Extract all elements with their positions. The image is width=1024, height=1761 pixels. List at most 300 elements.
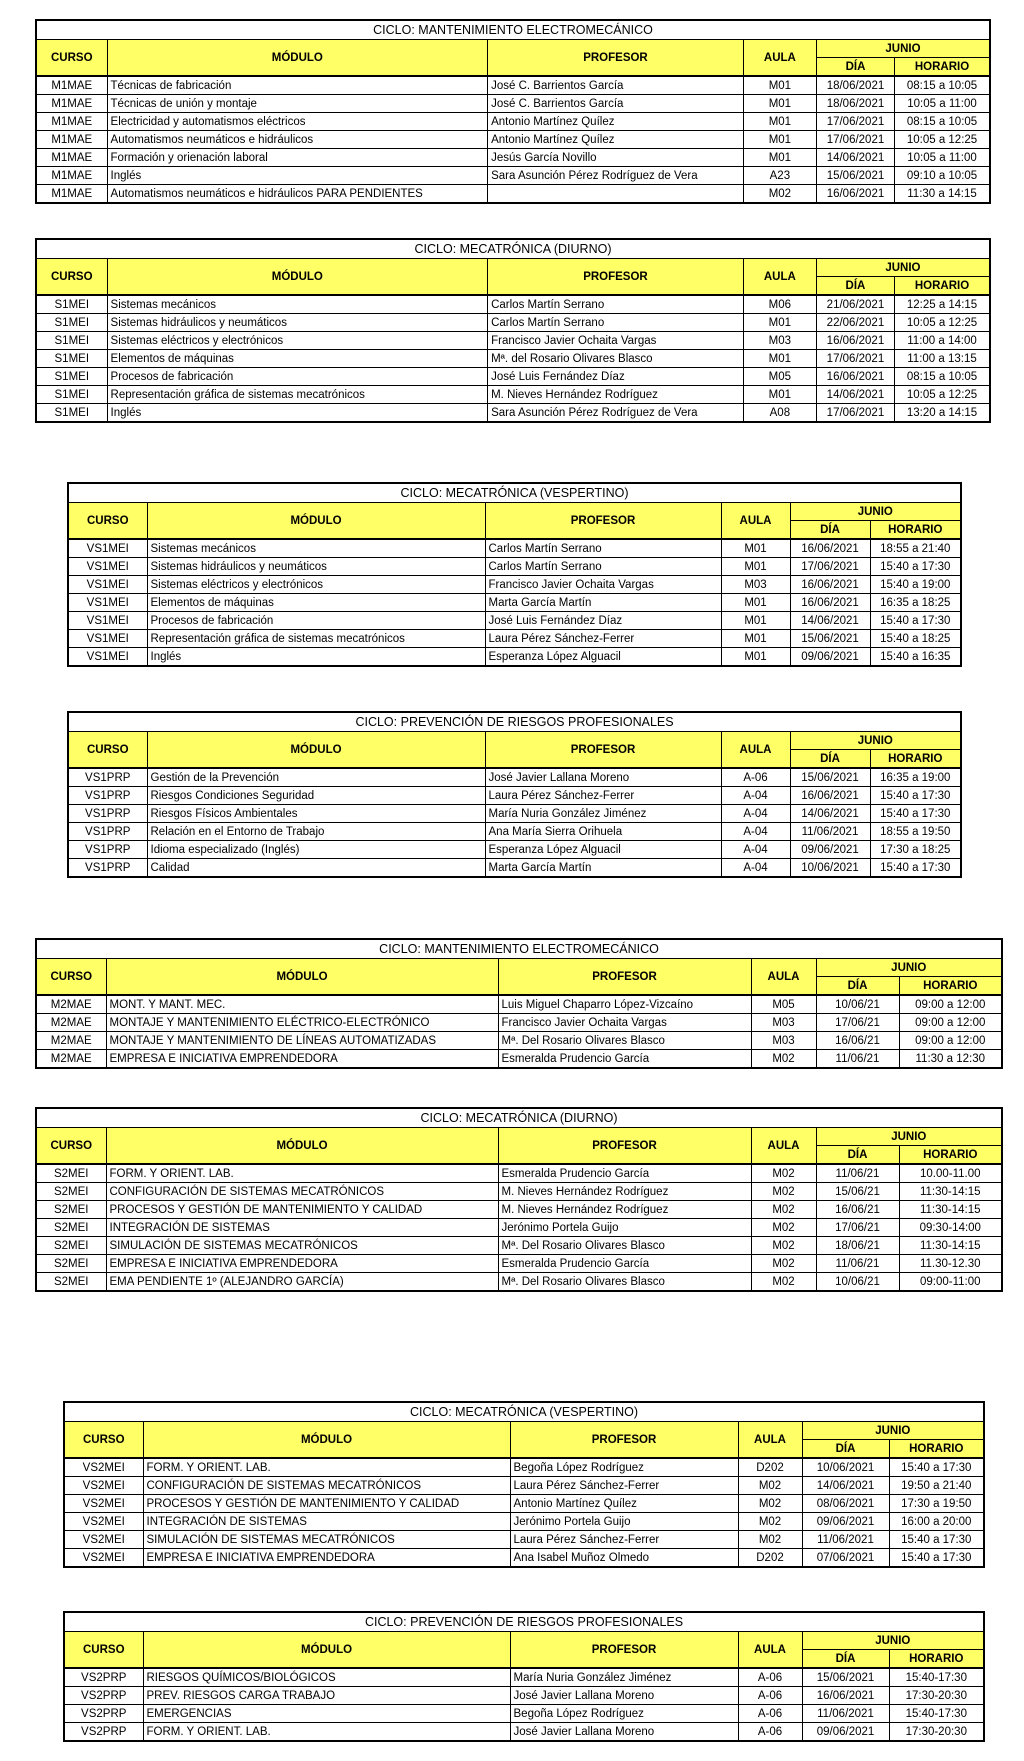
cell-modulo: Formación y orienación laboral: [107, 149, 488, 167]
col-profesor: PROFESOR: [510, 1422, 738, 1459]
cell-aula: A-04: [721, 805, 790, 823]
cell-horario: 09:00 a 12:00: [899, 1014, 1002, 1032]
cell-dia: 10/06/21: [816, 995, 899, 1014]
cell-horario: 10:05 a 12:25: [895, 131, 990, 149]
cell-dia: 21/06/2021: [816, 295, 894, 314]
table-row: [68, 768, 961, 787]
cell-modulo: Inglés: [107, 404, 488, 423]
col-curso: CURSO: [68, 503, 147, 540]
col-horario: HORARIO: [889, 1440, 984, 1459]
cell-profesor: María Nuria González Jiménez: [485, 805, 721, 823]
cell-dia: 10/06/21: [816, 1273, 899, 1292]
cell-curso: M1MAE: [36, 131, 107, 149]
cell-aula: A-06: [738, 1705, 802, 1723]
cell-horario: 18:55 a 19:50: [870, 823, 961, 841]
cell-horario: 11.30-12.30: [899, 1255, 1002, 1273]
cell-profesor: Esmeralda Prudencio García: [498, 1050, 751, 1069]
cell-profesor: Carlos Martín Serrano: [488, 314, 744, 332]
cell-horario: 10:05 a 11:00: [895, 149, 990, 167]
cell-profesor: José Luis Fernández Díaz: [485, 612, 721, 630]
table-row: [36, 1237, 1002, 1255]
col-dia: DÍA: [802, 1440, 889, 1459]
cell-profesor: Sara Asunción Pérez Rodríguez de Vera: [488, 404, 744, 423]
cell-modulo: MONTAJE Y MANTENIMIENTO DE LÍNEAS AUTOMATIZADAS: [106, 1032, 498, 1050]
cell-aula: D202: [738, 1458, 802, 1477]
cell-profesor: Laura Pérez Sánchez-Ferrer: [485, 787, 721, 805]
cell-modulo: Inglés: [107, 167, 488, 185]
cell-dia: 17/06/2021: [816, 350, 894, 368]
cell-profesor: Mª. del Rosario Olivares Blasco: [488, 350, 744, 368]
table-row: [36, 185, 990, 204]
cell-horario: 15:40 a 17:30: [870, 859, 961, 878]
col-curso: CURSO: [36, 259, 107, 296]
cell-dia: 14/06/2021: [790, 805, 870, 823]
cell-modulo: FORM. Y ORIENT. LAB.: [143, 1458, 510, 1477]
cell-horario: 11:00 a 13:15: [895, 350, 990, 368]
cell-profesor: José C. Barrientos García: [488, 95, 744, 113]
cell-modulo: Inglés: [147, 648, 485, 667]
col-horario: HORARIO: [899, 1146, 1002, 1165]
cell-dia: 16/06/2021: [790, 787, 870, 805]
cell-curso: VS2MEI: [64, 1458, 143, 1477]
table-row: [68, 648, 961, 667]
schedule-table: [63, 1611, 983, 1742]
table-row: [36, 1219, 1002, 1237]
table-row: [36, 149, 990, 167]
cell-dia: 15/06/2021: [802, 1668, 889, 1687]
cell-horario: 15:40 a 17:30: [889, 1531, 984, 1549]
schedule-table: [35, 238, 991, 423]
table-row: [68, 630, 961, 648]
cell-aula: M06: [743, 295, 816, 314]
cell-modulo: SIMULACIÓN DE SISTEMAS MECATRÓNICOS: [106, 1237, 498, 1255]
cell-horario: 15:40-17:30: [889, 1668, 984, 1687]
cell-aula: M03: [743, 332, 816, 350]
cell-profesor: Begoña López Rodríguez: [510, 1458, 738, 1477]
cell-profesor: Antonio Martínez Quílez: [510, 1495, 738, 1513]
cell-aula: M02: [751, 1237, 816, 1255]
cell-dia: 18/06/2021: [816, 76, 894, 95]
cell-horario: 15:40 a 17:30: [870, 558, 961, 576]
col-month: JUNIO: [816, 1128, 1002, 1146]
table-row: [36, 368, 990, 386]
cell-aula: A08: [743, 404, 816, 423]
col-modulo: MÓDULO: [147, 732, 485, 769]
cell-horario: 15:40 a 17:30: [870, 787, 961, 805]
cell-profesor: Begoña López Rodríguez: [510, 1705, 738, 1723]
cell-profesor: Esmeralda Prudencio García: [498, 1164, 751, 1183]
cell-dia: 10/06/2021: [802, 1458, 889, 1477]
table-row: [36, 404, 990, 423]
cell-modulo: CONFIGURACIÓN DE SISTEMAS MECATRÓNICOS: [106, 1183, 498, 1201]
table-row: [36, 76, 990, 95]
cell-curso: VS2PRP: [64, 1687, 143, 1705]
cell-curso: S1MEI: [36, 386, 107, 404]
cell-profesor: Francisco Javier Ochaita Vargas: [498, 1014, 751, 1032]
cell-horario: 15:40 a 17:30: [870, 805, 961, 823]
col-month: JUNIO: [802, 1632, 984, 1650]
col-dia: DÍA: [790, 750, 870, 769]
cell-modulo: Automatismos neumáticos e hidráulicos PARA PENDIENTES: [107, 185, 488, 204]
cell-dia: 09/06/2021: [802, 1723, 889, 1742]
cell-modulo: EMPRESA E INICIATIVA EMPRENDEDORA: [106, 1255, 498, 1273]
cell-dia: 10/06/2021: [790, 859, 870, 878]
col-modulo: MÓDULO: [107, 40, 488, 77]
col-dia: DÍA: [790, 521, 870, 540]
cell-dia: 15/06/2021: [816, 167, 894, 185]
cell-aula: A-06: [721, 768, 790, 787]
cell-profesor: Carlos Martín Serrano: [488, 295, 744, 314]
cell-curso: M1MAE: [36, 76, 107, 95]
cell-modulo: Elementos de máquinas: [147, 594, 485, 612]
cell-horario: 16:00 a 20:00: [889, 1513, 984, 1531]
table-row: [36, 1183, 1002, 1201]
cell-curso: M1MAE: [36, 149, 107, 167]
col-dia: DÍA: [816, 1146, 899, 1165]
col-dia: DÍA: [802, 1650, 889, 1669]
cell-modulo: INTEGRACIÓN DE SISTEMAS: [143, 1513, 510, 1531]
cell-horario: 09:00 a 12:00: [899, 995, 1002, 1014]
cell-horario: 09:00-11:00: [899, 1273, 1002, 1292]
col-modulo: MÓDULO: [143, 1632, 510, 1669]
cell-modulo: Sistemas eléctricos y electrónicos: [147, 576, 485, 594]
cell-dia: 08/06/2021: [802, 1495, 889, 1513]
table-row: [36, 295, 990, 314]
cell-dia: 17/06/2021: [816, 131, 894, 149]
cell-profesor: Mª. Del Rosario Olivares Blasco: [498, 1273, 751, 1292]
cell-modulo: EMA PENDIENTE 1º (ALEJANDRO GARCÍA): [106, 1273, 498, 1292]
cell-dia: 11/06/21: [816, 1050, 899, 1069]
cell-modulo: Representación gráfica de sistemas mecatrónicos: [107, 386, 488, 404]
cell-modulo: SIMULACIÓN DE SISTEMAS MECATRÓNICOS: [143, 1531, 510, 1549]
col-horario: HORARIO: [895, 58, 990, 77]
cell-dia: 16/06/2021: [790, 539, 870, 558]
cell-modulo: Riesgos Condiciones Seguridad: [147, 787, 485, 805]
cell-aula: M02: [738, 1477, 802, 1495]
cell-horario: 09:00 a 12:00: [899, 1032, 1002, 1050]
cell-aula: M02: [738, 1495, 802, 1513]
table-row: [68, 823, 961, 841]
cell-profesor: [488, 185, 744, 204]
cell-dia: 14/06/2021: [816, 149, 894, 167]
cell-curso: M2MAE: [36, 995, 106, 1014]
col-curso: CURSO: [68, 732, 147, 769]
cell-aula: M01: [743, 314, 816, 332]
cell-aula: M01: [721, 539, 790, 558]
col-month: JUNIO: [790, 503, 961, 521]
col-month: JUNIO: [816, 259, 990, 277]
cell-modulo: Sistemas eléctricos y electrónicos: [107, 332, 488, 350]
col-horario: HORARIO: [889, 1650, 984, 1669]
table-row: [36, 113, 990, 131]
schedule-table: [63, 1401, 983, 1568]
cell-aula: A-04: [721, 859, 790, 878]
cell-horario: 17:30-20:30: [889, 1723, 984, 1742]
table-row: [64, 1458, 984, 1477]
cell-dia: 17/06/21: [816, 1014, 899, 1032]
cell-dia: 09/06/2021: [790, 648, 870, 667]
cell-profesor: Mª. Del Rosario Olivares Blasco: [498, 1032, 751, 1050]
cell-horario: 11:30 a 14:15: [895, 185, 990, 204]
table-title: CICLO: PREVENCIÓN DE RIESGOS PROFESIONALES: [64, 1612, 984, 1632]
schedule-table: [35, 1107, 1001, 1292]
table-title: CICLO: MECATRÓNICA (VESPERTINO): [64, 1402, 984, 1422]
table-row: [64, 1723, 984, 1742]
table-body: [36, 995, 1002, 1068]
cell-aula: M02: [751, 1219, 816, 1237]
col-modulo: MÓDULO: [106, 959, 498, 996]
cell-profesor: Laura Pérez Sánchez-Ferrer: [485, 630, 721, 648]
schedule-table: [67, 482, 960, 667]
cell-aula: M01: [721, 594, 790, 612]
cell-curso: VS2MEI: [64, 1531, 143, 1549]
cell-horario: 17:30 a 18:25: [870, 841, 961, 859]
cell-profesor: Marta García Martín: [485, 594, 721, 612]
col-profesor: PROFESOR: [485, 503, 721, 540]
cell-horario: 15:40 a 17:30: [889, 1549, 984, 1568]
cell-horario: 11:00 a 14:00: [895, 332, 990, 350]
cell-curso: S2MEI: [36, 1237, 106, 1255]
cell-modulo: Elementos de máquinas: [107, 350, 488, 368]
cell-curso: M2MAE: [36, 1050, 106, 1069]
cell-aula: M02: [751, 1273, 816, 1292]
table-row: [36, 1050, 1002, 1069]
cell-aula: M01: [743, 76, 816, 95]
table-row: [68, 539, 961, 558]
cell-profesor: Laura Pérez Sánchez-Ferrer: [510, 1531, 738, 1549]
cell-modulo: CONFIGURACIÓN DE SISTEMAS MECATRÓNICOS: [143, 1477, 510, 1495]
cell-dia: 16/06/2021: [816, 368, 894, 386]
cell-modulo: INTEGRACIÓN DE SISTEMAS: [106, 1219, 498, 1237]
cell-modulo: EMPRESA E INICIATIVA EMPRENDEDORA: [106, 1050, 498, 1069]
cell-aula: M01: [721, 630, 790, 648]
table-body: [68, 768, 961, 877]
table-row: [36, 995, 1002, 1014]
cell-modulo: Idioma especializado (Inglés): [147, 841, 485, 859]
cell-dia: 09/06/2021: [802, 1513, 889, 1531]
cell-aula: M03: [751, 1032, 816, 1050]
cell-horario: 10:05 a 12:25: [895, 314, 990, 332]
cell-dia: 16/06/2021: [802, 1687, 889, 1705]
cell-profesor: Antonio Martínez Quílez: [488, 113, 744, 131]
cell-modulo: PREV. RIESGOS CARGA TRABAJO: [143, 1687, 510, 1705]
table-body: [36, 295, 990, 422]
cell-curso: VS2PRP: [64, 1668, 143, 1687]
cell-curso: S2MEI: [36, 1183, 106, 1201]
cell-curso: M2MAE: [36, 1032, 106, 1050]
cell-dia: 18/06/2021: [816, 95, 894, 113]
table-row: [68, 841, 961, 859]
cell-curso: VS1MEI: [68, 648, 147, 667]
table-row: [68, 594, 961, 612]
cell-dia: 11/06/21: [816, 1164, 899, 1183]
cell-dia: 17/06/2021: [790, 558, 870, 576]
table-row: [36, 1032, 1002, 1050]
col-profesor: PROFESOR: [498, 1128, 751, 1165]
cell-curso: S1MEI: [36, 368, 107, 386]
cell-aula: A-04: [721, 787, 790, 805]
cell-aula: M05: [743, 368, 816, 386]
cell-profesor: M. Nieves Hernández Rodríguez: [488, 386, 744, 404]
table-body: [36, 76, 990, 203]
cell-profesor: José Javier Lallana Moreno: [510, 1723, 738, 1742]
cell-aula: A23: [743, 167, 816, 185]
table-row: [36, 1164, 1002, 1183]
col-aula: AULA: [743, 259, 816, 296]
cell-horario: 13:20 a 14:15: [895, 404, 990, 423]
cell-profesor: M. Nieves Hernández Rodríguez: [498, 1201, 751, 1219]
cell-horario: 11:30-14:15: [899, 1201, 1002, 1219]
cell-horario: 08:15 a 10:05: [895, 113, 990, 131]
table-body: [64, 1668, 984, 1741]
cell-modulo: PROCESOS Y GESTIÓN DE MANTENIMIENTO Y CALIDAD: [106, 1201, 498, 1219]
cell-horario: 09:30-14:00: [899, 1219, 1002, 1237]
col-aula: AULA: [738, 1422, 802, 1459]
cell-curso: VS1MEI: [68, 558, 147, 576]
cell-dia: 11/06/2021: [802, 1531, 889, 1549]
cell-aula: M01: [721, 648, 790, 667]
cell-horario: 15:40 a 17:30: [870, 612, 961, 630]
cell-modulo: EMERGENCIAS: [143, 1705, 510, 1723]
cell-dia: 16/06/2021: [816, 185, 894, 204]
col-curso: CURSO: [36, 959, 106, 996]
col-profesor: PROFESOR: [488, 40, 744, 77]
cell-aula: M01: [743, 350, 816, 368]
table-row: [36, 1201, 1002, 1219]
table-title: CICLO: MECATRÓNICA (DIURNO): [36, 1108, 1002, 1128]
cell-profesor: Carlos Martín Serrano: [485, 539, 721, 558]
table-row: [64, 1668, 984, 1687]
cell-aula: M02: [751, 1164, 816, 1183]
col-curso: CURSO: [36, 40, 107, 77]
col-modulo: MÓDULO: [107, 259, 488, 296]
cell-aula: A-06: [738, 1723, 802, 1742]
cell-aula: M02: [751, 1201, 816, 1219]
cell-modulo: Gestión de la Prevención: [147, 768, 485, 787]
table-row: [68, 576, 961, 594]
cell-aula: M02: [751, 1183, 816, 1201]
cell-curso: M1MAE: [36, 113, 107, 131]
cell-dia: 17/06/2021: [816, 113, 894, 131]
cell-dia: 16/06/2021: [790, 576, 870, 594]
col-profesor: PROFESOR: [485, 732, 721, 769]
cell-horario: 16:35 a 18:25: [870, 594, 961, 612]
cell-curso: VS1MEI: [68, 576, 147, 594]
col-horario: HORARIO: [899, 977, 1002, 996]
cell-aula: A-06: [738, 1668, 802, 1687]
cell-aula: M01: [743, 131, 816, 149]
cell-dia: 16/06/2021: [816, 332, 894, 350]
cell-curso: S1MEI: [36, 350, 107, 368]
cell-curso: S1MEI: [36, 404, 107, 423]
col-dia: DÍA: [816, 277, 894, 296]
cell-modulo: FORM. Y ORIENT. LAB.: [106, 1164, 498, 1183]
cell-profesor: Laura Pérez Sánchez-Ferrer: [510, 1477, 738, 1495]
cell-dia: 15/06/21: [816, 1183, 899, 1201]
cell-modulo: Calidad: [147, 859, 485, 878]
cell-profesor: Jerónimo Portela Guijo: [498, 1219, 751, 1237]
cell-dia: 17/06/21: [816, 1219, 899, 1237]
cell-modulo: EMPRESA E INICIATIVA EMPRENDEDORA: [143, 1549, 510, 1568]
cell-aula: A-06: [738, 1687, 802, 1705]
cell-curso: S2MEI: [36, 1201, 106, 1219]
cell-profesor: José Luis Fernández Díaz: [488, 368, 744, 386]
cell-horario: 11:30-14:15: [899, 1183, 1002, 1201]
cell-profesor: Antonio Martínez Quílez: [488, 131, 744, 149]
cell-horario: 15:40 a 16:35: [870, 648, 961, 667]
cell-modulo: MONT. Y MANT. MEC.: [106, 995, 498, 1014]
cell-modulo: PROCESOS Y GESTIÓN DE MANTENIMIENTO Y CALIDAD: [143, 1495, 510, 1513]
schedule-table: [35, 938, 1001, 1069]
cell-modulo: Riesgos Físicos Ambientales: [147, 805, 485, 823]
cell-curso: VS1MEI: [68, 594, 147, 612]
table-row: [68, 558, 961, 576]
cell-horario: 19:50 a 21:40: [889, 1477, 984, 1495]
cell-horario: 15:40 a 18:25: [870, 630, 961, 648]
table-row: [36, 314, 990, 332]
col-profesor: PROFESOR: [498, 959, 751, 996]
table-row: [64, 1687, 984, 1705]
cell-aula: D202: [738, 1549, 802, 1568]
cell-dia: 14/06/2021: [816, 386, 894, 404]
cell-dia: 11/06/2021: [802, 1705, 889, 1723]
cell-dia: 16/06/21: [816, 1201, 899, 1219]
cell-horario: 08:15 a 10:05: [895, 368, 990, 386]
cell-aula: M02: [751, 1255, 816, 1273]
cell-modulo: Técnicas de unión y montaje: [107, 95, 488, 113]
cell-curso: VS1MEI: [68, 630, 147, 648]
col-month: JUNIO: [816, 959, 1002, 977]
col-aula: AULA: [738, 1632, 802, 1669]
col-profesor: PROFESOR: [488, 259, 744, 296]
cell-profesor: Esperanza López Alguacil: [485, 648, 721, 667]
cell-profesor: Mª. Del Rosario Olivares Blasco: [498, 1237, 751, 1255]
cell-profesor: Esmeralda Prudencio García: [498, 1255, 751, 1273]
table-body: [64, 1458, 984, 1567]
table-row: [64, 1549, 984, 1568]
cell-profesor: Francisco Javier Ochaita Vargas: [488, 332, 744, 350]
cell-horario: 12:25 a 14:15: [895, 295, 990, 314]
cell-dia: 15/06/2021: [790, 768, 870, 787]
cell-curso: S1MEI: [36, 314, 107, 332]
cell-curso: VS1MEI: [68, 612, 147, 630]
cell-curso: VS1MEI: [68, 539, 147, 558]
cell-horario: 09:10 a 10:05: [895, 167, 990, 185]
cell-horario: 10.00-11.00: [899, 1164, 1002, 1183]
cell-aula: M01: [743, 95, 816, 113]
cell-dia: 22/06/2021: [816, 314, 894, 332]
cell-dia: 09/06/2021: [790, 841, 870, 859]
table-row: [36, 332, 990, 350]
cell-aula: A-04: [721, 823, 790, 841]
table-row: [36, 1273, 1002, 1292]
col-modulo: MÓDULO: [106, 1128, 498, 1165]
table-title: CICLO: MANTENIMIENTO ELECTROMECÁNICO: [36, 939, 1002, 959]
cell-modulo: Automatismos neumáticos e hidráulicos: [107, 131, 488, 149]
table-body: [68, 539, 961, 666]
col-aula: AULA: [751, 959, 816, 996]
schedule-table: [67, 711, 960, 878]
cell-horario: 10:05 a 12:25: [895, 386, 990, 404]
cell-aula: M02: [751, 1050, 816, 1069]
cell-profesor: Esperanza López Alguacil: [485, 841, 721, 859]
table-body: [36, 1164, 1002, 1291]
table-title: CICLO: PREVENCIÓN DE RIESGOS PROFESIONALES: [68, 712, 961, 732]
table-title: CICLO: MECATRÓNICA (DIURNO): [36, 239, 990, 259]
table-row: [64, 1513, 984, 1531]
cell-dia: 16/06/2021: [790, 594, 870, 612]
cell-curso: S1MEI: [36, 332, 107, 350]
